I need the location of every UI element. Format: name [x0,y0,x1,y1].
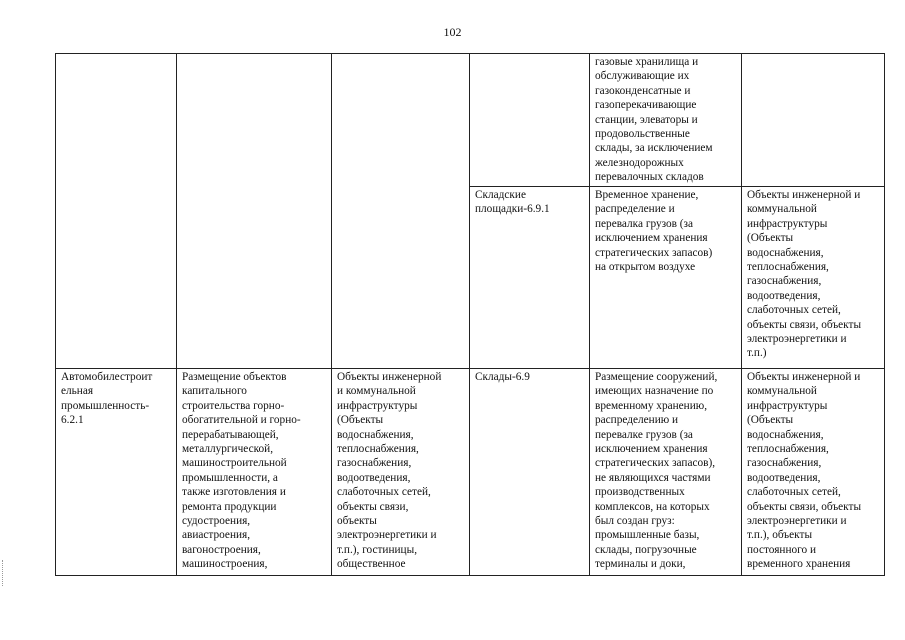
cell-text: Автомобилестроит ельная промышленность- 6.2.1 [61,371,153,427]
cell-text: Объекты инженерной и коммунальной инфраструктуры (Объекты водоснабжения, теплоснабжения, газоснабжения, водоотведения, слаботочных сетей, объекты связи, объекты электроэнергетики и т.п.) [747,189,862,360]
table-cell [177,369,332,576]
table-row [56,54,885,187]
table-cell [742,369,885,576]
cell-text: Склады-6.9 [475,371,530,383]
margin-mark [2,560,11,586]
table-cell [590,187,742,369]
cell-text: Размещение сооружений, имеющих назначение по временному хранению, распределению и перевалке грузов (за исключением хранения стратегических запасов), не являющихся частями производственных комплексов, на которых был создан груз: промышленные базы, склады, погрузочные терминалы и доки, [595,371,718,571]
table-cell [742,187,885,369]
page-number: 102 [443,25,462,39]
cell-text: Объекты инженерной и коммунальной инфраструктуры (Объекты водоснабжения, теплоснабжения, газоснабжения, водоотведения, слаботочных сетей, объекты связи, объекты электроэнергетики и т.п.), объекты постоянного и временного хранения [747,371,862,571]
table-cell [470,54,590,187]
table-cell [470,187,590,369]
table-cell [56,369,177,576]
table-cell [332,369,470,576]
table-row [56,369,885,576]
table-cell [590,369,742,576]
table-cell [470,369,590,576]
cell-text: Складские площадки-6.9.1 [475,189,550,216]
cell-text: Размещение объектов капитального строительства горно- обогатительной и горно- перерабатывающей, металлургической, машиностроительной промышленности, а также изготовления и ремонта продукции судостроения, авиастроения, вагоностроения, машиностроения, [182,371,301,571]
table-cell [56,54,177,369]
table-cell [177,54,332,369]
table-cell [742,54,885,187]
document-table [55,53,885,576]
table-cell [590,54,742,187]
cell-text: Объекты инженерной и коммунальной инфраструктуры (Объекты водоснабжения, теплоснабжения, газоснабжения, водоотведения, слаботочных сетей, объекты связи, объекты электроэнергетики и т.п.), гостиницы, общественное [337,371,442,571]
cell-text: Временное хранение, распределение и перевалка грузов (за исключением хранения стратегических запасов) на открытом воздухе [595,189,713,274]
table-cell [332,54,470,369]
cell-text: газовые хранилища и обслуживающие их газоконденсатные и газоперекачивающие станции, элеваторы и продовольственные склады, за исключением железнодорожных перевалочных складов [595,56,713,184]
